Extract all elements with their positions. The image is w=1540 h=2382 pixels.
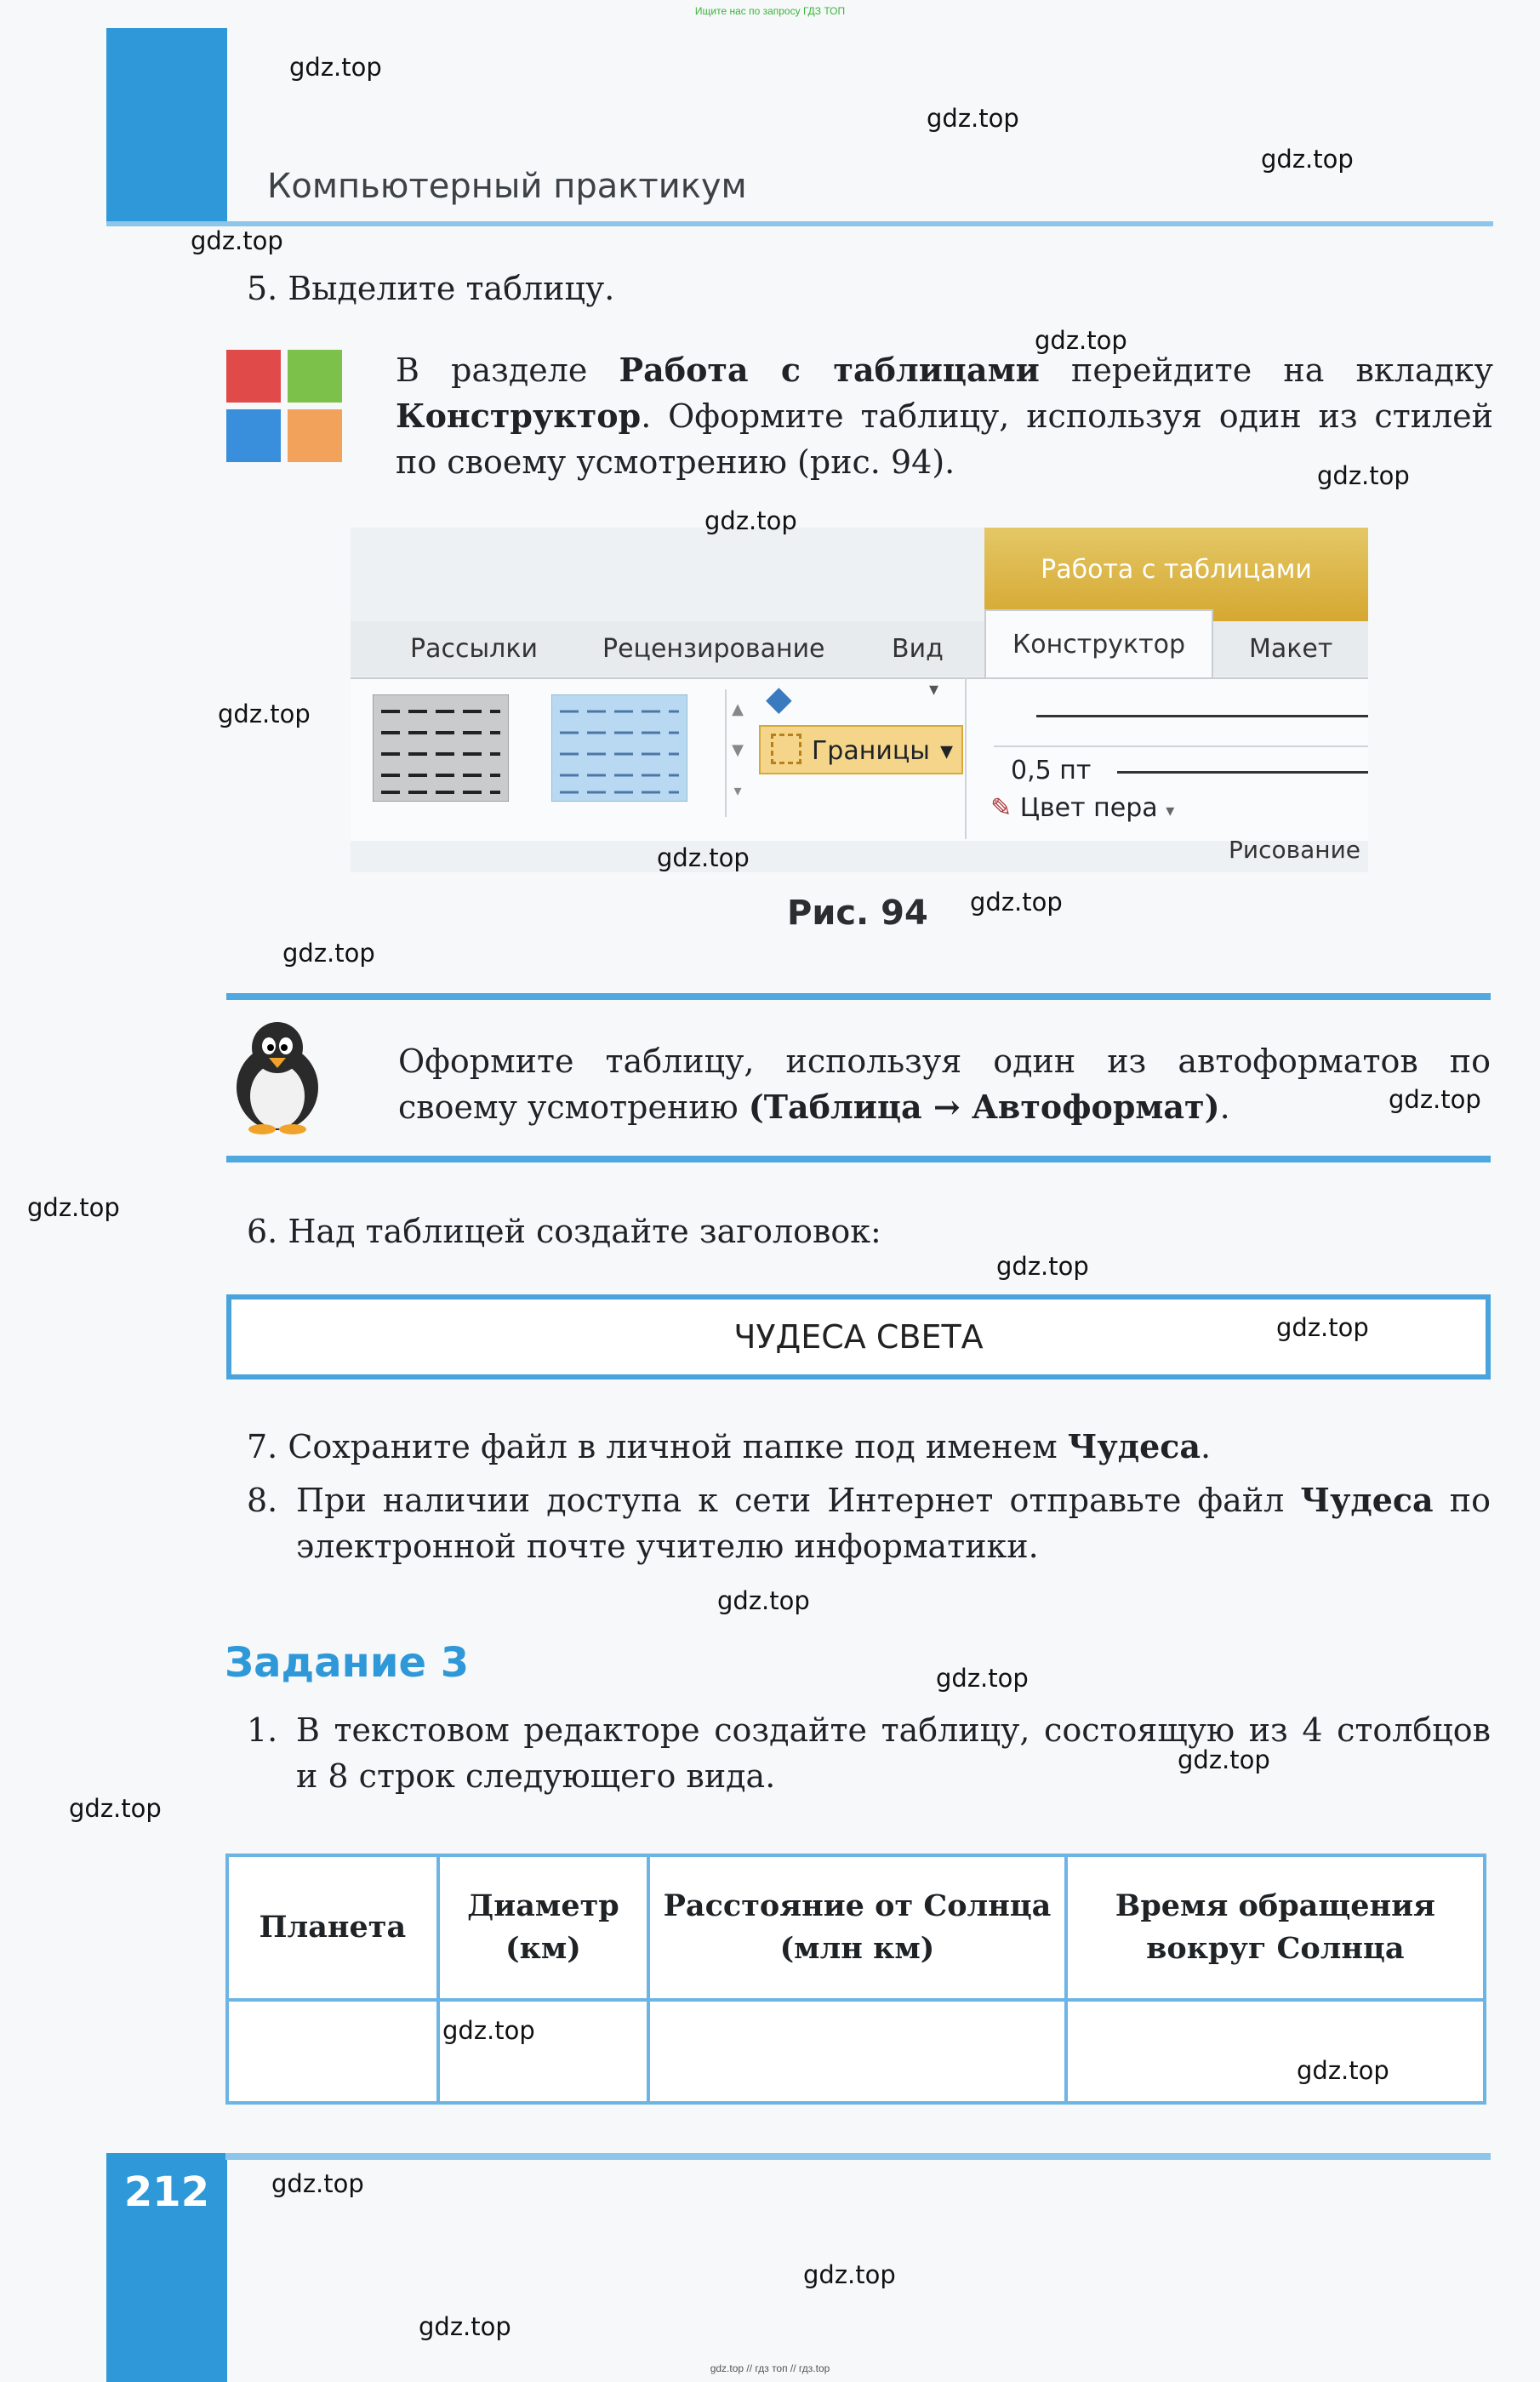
file-name: Чудеса xyxy=(1067,1427,1201,1465)
step-8-body xyxy=(296,1477,1491,1569)
watermark: gdz.top xyxy=(282,939,375,968)
watermark: gdz.top xyxy=(1178,1745,1270,1774)
tip-bold-tab: Конструктор xyxy=(396,397,642,435)
table-header-cell: Диаметр (км) xyxy=(438,1855,649,2000)
tip-text: . xyxy=(1219,1088,1230,1126)
step-text: по электронной почте учителю информатики. xyxy=(296,1482,1491,1565)
step-5 xyxy=(247,266,614,311)
watermark: gdz.top xyxy=(289,53,382,82)
watermark: gdz.top xyxy=(271,2169,364,2198)
step-number: 8. xyxy=(247,1482,278,1519)
tip-bold-section: Работа с таблицами xyxy=(619,351,1040,389)
watermark: gdz.top xyxy=(1297,2056,1389,2085)
rule xyxy=(226,993,1491,1000)
watermark: gdz.top xyxy=(1261,145,1354,174)
footer-rule xyxy=(225,2153,1491,2160)
tab-review[interactable]: Рецензирование xyxy=(602,634,825,664)
pen-weight-line xyxy=(1117,771,1368,774)
pen-color-button[interactable] xyxy=(990,793,1174,823)
task3-step-1 xyxy=(247,1707,1491,1799)
chevron-down-icon: ▾ xyxy=(1166,800,1175,820)
watermark: gdz.top xyxy=(27,1193,120,1222)
shading-bucket-icon[interactable]: ◆ xyxy=(766,679,792,718)
borders-icon xyxy=(771,734,801,764)
tab-layout[interactable]: Макет xyxy=(1249,634,1333,664)
pen-style-field[interactable] xyxy=(994,694,1368,747)
watermark: gdz.top xyxy=(1276,1313,1369,1342)
step-text: Выделите таблицу. xyxy=(288,270,615,307)
tab-view[interactable]: Вид xyxy=(892,634,944,664)
figure-caption: Рис. 94 xyxy=(787,894,928,933)
table-cell[interactable] xyxy=(648,2000,1065,2103)
watermark: gdz.top xyxy=(927,104,1019,133)
group-label-drawing: Рисование xyxy=(1229,836,1360,864)
top-note: Ищите нас по запросу ГДЗ ТОП xyxy=(694,5,846,17)
watermark: gdz.top xyxy=(803,2260,896,2289)
step-7 xyxy=(247,1424,1211,1470)
watermark: gdz.top xyxy=(442,2016,535,2045)
watermark: gdz.top xyxy=(1035,326,1127,355)
tip-text: Оформите таблицу, используя один из автоформатов по своему усмотрению xyxy=(398,1042,1491,1126)
table-row xyxy=(227,2000,1485,2103)
table-style-gray[interactable] xyxy=(373,694,509,802)
watermark: gdz.top xyxy=(218,700,311,728)
bottom-note: gdz.top // гдз топ // гдз.top xyxy=(710,2362,830,2374)
table-header-cell: Расстояние от Солнца (млн км) xyxy=(648,1855,1065,2000)
watermark: gdz.top xyxy=(1317,461,1410,490)
left-color-strip xyxy=(106,28,227,224)
watermark: gdz.top xyxy=(191,226,283,255)
step-text: . xyxy=(1201,1428,1212,1465)
tip-text: . Оформите таблицу, используя один из стилей по своему усмотрению (рис. 94). xyxy=(396,397,1493,481)
task-heading: Задание 3 xyxy=(225,1639,470,1687)
table-style-blue[interactable] xyxy=(551,694,687,802)
watermark: gdz.top xyxy=(717,1586,810,1615)
step-6 xyxy=(247,1208,881,1254)
step-number: 1. xyxy=(247,1711,278,1749)
tip-text: В разделе xyxy=(396,351,619,389)
step-number: 5. xyxy=(247,270,278,307)
section-title: Компьютерный практикум xyxy=(267,167,747,206)
step-8 xyxy=(247,1477,1491,1569)
pen-icon: ✎ xyxy=(990,793,1012,823)
chevron-down-icon[interactable]: ▾ xyxy=(929,679,939,700)
step-text: При наличии доступа к сети Интернет отправьте файл xyxy=(296,1482,1301,1519)
table-header-row xyxy=(227,1855,1485,2000)
table-header-cell: Время обращения вокруг Солнца xyxy=(1066,1855,1485,2000)
rule xyxy=(226,1156,1491,1162)
tab-design[interactable]: Конструктор xyxy=(984,609,1213,679)
step-text: В текстовом редакторе создайте таблицу, состоящую из 4 столбцов и 8 строк следующего вида. xyxy=(296,1711,1491,1795)
table-header-cell: Планета xyxy=(227,1855,438,2000)
step-text: Над таблицей создайте заголовок: xyxy=(288,1213,881,1250)
file-name: Чудеса xyxy=(1300,1481,1434,1519)
watermark: gdz.top xyxy=(657,843,750,872)
page-number: 212 xyxy=(123,2168,210,2216)
context-tab-table-tools[interactable]: Работа с таблицами xyxy=(984,528,1368,621)
watermark: gdz.top xyxy=(996,1252,1089,1281)
word-ribbon-figure xyxy=(351,528,1368,872)
watermark: gdz.top xyxy=(936,1664,1029,1693)
watermark: gdz.top xyxy=(419,2312,511,2341)
table-cell[interactable] xyxy=(1066,2000,1485,2103)
borders-label: Границы xyxy=(812,736,930,766)
watermark: gdz.top xyxy=(1389,1085,1481,1114)
pen-weight-value: 0,5 пт xyxy=(1011,756,1092,785)
step-number: 7. xyxy=(247,1428,278,1465)
tip-menu-path: (Таблица → Автоформат) xyxy=(748,1088,1220,1126)
step-number: 6. xyxy=(247,1213,278,1250)
penguin-icon xyxy=(223,1015,332,1134)
openoffice-tip xyxy=(398,1038,1491,1130)
pen-color-label: Цвет пера xyxy=(1019,793,1158,823)
watermark: gdz.top xyxy=(970,888,1063,917)
tab-mailings[interactable]: Рассылки xyxy=(410,634,538,664)
styles-scroll[interactable]: ▲ ▼ ▾ xyxy=(725,689,749,817)
table-cell[interactable] xyxy=(227,2000,438,2103)
title-box-text: ЧУДЕСА СВЕТА xyxy=(733,1318,984,1356)
pen-style-line xyxy=(1036,715,1368,717)
windows-logo-icon xyxy=(226,350,345,466)
group-divider xyxy=(965,677,967,839)
tip-text: перейдите на вкладку xyxy=(1039,351,1493,389)
step-text: Сохраните файл в личной папке под именем xyxy=(288,1428,1068,1465)
pen-weight-field[interactable] xyxy=(994,747,1368,798)
borders-button[interactable] xyxy=(759,725,963,774)
watermark: gdz.top xyxy=(69,1794,162,1823)
header-rule xyxy=(106,221,1493,226)
watermark: gdz.top xyxy=(704,506,797,535)
chevron-down-icon: ▾ xyxy=(939,736,953,766)
